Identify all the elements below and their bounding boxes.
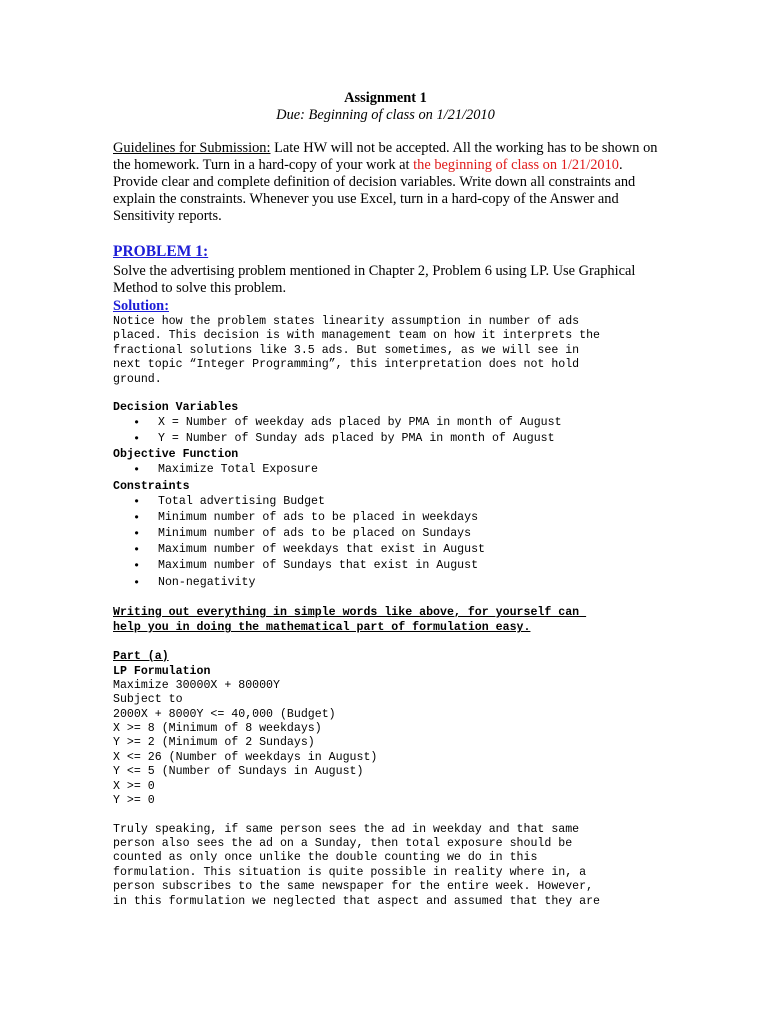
guidelines-label: Guidelines for Submission: <box>113 140 271 156</box>
guidelines-deadline: the beginning of class on 1/21/2010 <box>413 157 619 173</box>
guidelines-text-2: . Provide clear and complete definition of decision variables. Write down all constraints and explain the constraints. Whenever you use Excel, turn in a hard-copy of the Answer and Sensitivity reports. <box>113 157 636 224</box>
assignment-title: Assignment 1 <box>344 90 427 106</box>
list-item: • Maximum number of weekdays that exist in August <box>113 542 658 558</box>
list-item: • Maximum number of Sundays that exist in August <box>113 558 658 574</box>
guidelines-paragraph <box>113 140 658 225</box>
decision-variables-heading: Decision Variables <box>113 401 239 415</box>
list-item: • Maximize Total Exposure <box>113 462 658 478</box>
formulation-tip: Writing out everything in simple words like above, for yourself can help you in doing the mathematical part of formulation easy. <box>113 605 580 635</box>
part-a-heading: Part (a) <box>113 649 169 663</box>
lp-formulation-heading: LP Formulation <box>113 664 211 678</box>
list-item: • Minimum number of ads to be placed on Sundays <box>113 526 658 542</box>
objective-function-heading: Objective Function <box>113 448 239 462</box>
guidelines-text-1: Late HW will not be accepted. All the working has to be shown on the homework. Turn in a hard-copy of your work at <box>113 140 658 173</box>
list-item: • Total advertising Budget <box>113 494 658 510</box>
objective-function-list <box>113 462 658 478</box>
lp-formulation-body: Maximize 30000X + 80000Y Subject to 2000X + 8000Y <= 40,000 (Budget) X >= 8 (Minimum of 8 weekdays) Y >= 2 (Minimum of 2 Sundays) X <= 26 (Number of weekdays in August) Y <= 5 (Number of Sundays in August) X >= 0 Y >= 0 <box>113 678 378 808</box>
decision-variables-list <box>113 415 658 447</box>
due-date: Due: Beginning of class on 1/21/2010 <box>276 107 495 123</box>
constraints-list <box>113 494 658 591</box>
problem-1-statement: Solve the advertising problem mentioned in Chapter 2, Problem 6 using LP. Use Graphical Method to solve this problem. <box>113 263 636 296</box>
list-item: • Non-negativity <box>113 575 658 591</box>
document-page <box>113 90 658 909</box>
closing-paragraph: Truly speaking, if same person sees the ad in weekday and that same person also sees the ad on a Sunday, then total exposure should be counted as only once unlike the double counting we do in this formulation. This situation is quite possible in reality where in, a person subscribes to the same newspaper for the entire week. However, in this formulation we neglected that aspect and assumed that they are <box>113 822 601 908</box>
constraints-heading: Constraints <box>113 479 190 493</box>
list-item: • Y = Number of Sunday ads placed by PMA in month of August <box>113 431 658 447</box>
list-item: • Minimum number of ads to be placed in weekdays <box>113 510 658 526</box>
solution-intro: Notice how the problem states linearity assumption in number of ads placed. This decision is with management team on how it interprets the fractional solutions like 3.5 ads. But sometimes, as we will see in next topic “Integer Programming”, this interpretation does not hold ground. <box>113 315 601 386</box>
problem-1-heading: PROBLEM 1: <box>113 243 209 260</box>
list-item: • X = Number of weekday ads placed by PMA in month of August <box>113 415 658 431</box>
solution-label: Solution: <box>113 298 169 314</box>
